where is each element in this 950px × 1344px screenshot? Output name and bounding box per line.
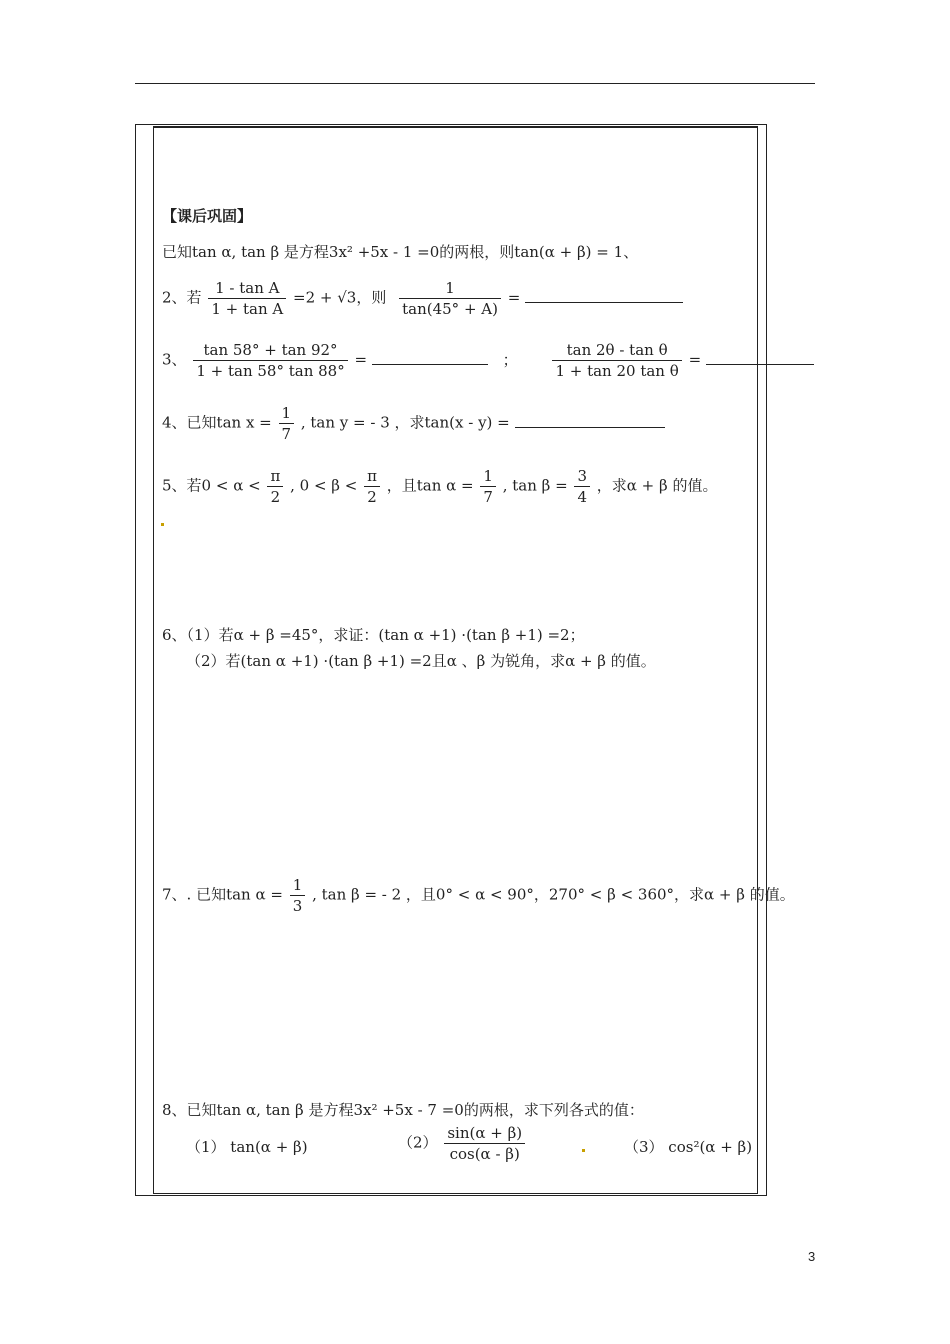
question-2-fraction-1-numerator: 1 - tan A — [208, 278, 286, 299]
question-5-fraction-2-numerator: π — [364, 466, 380, 487]
question-1-text: 已知tan α, tan β 是方程3x² +5x - 1 =0的两根，则tan(α + β) = — [162, 243, 609, 261]
question-5-fraction-1 — [267, 466, 283, 507]
question-7-prefix: 7、. 已知tan α = — [162, 885, 283, 904]
question-3-fraction-2 — [552, 340, 681, 381]
question-3 — [162, 340, 814, 381]
question-5-fraction-2-denominator: 2 — [367, 488, 377, 506]
question-3-fraction-1-numerator: tan 58° + tan 92° — [193, 340, 347, 361]
question-5-fraction-3-numerator: 1 — [480, 466, 496, 487]
question-5-tail: ，求α + β 的值。 — [596, 476, 718, 495]
question-2-fraction-2-denominator: tan(45° + A) — [402, 300, 498, 318]
question-4-prefix: 4、已知tan x = — [162, 413, 272, 432]
section-title: 【课后巩固】 — [162, 207, 253, 225]
question-5-fraction-2 — [364, 466, 380, 507]
question-3-fraction-1-denominator: 1 + tan 58° tan 88° — [196, 362, 345, 380]
answer-blank-3a[interactable] — [372, 352, 488, 365]
question-8-part-3: （3） cos²(α + β) — [624, 1138, 753, 1156]
question-8-part-2-fraction — [444, 1123, 525, 1164]
question-3-fraction-2-numerator: tan 2θ - tan θ — [552, 340, 681, 361]
question-3-equals-2: = — [688, 350, 702, 369]
question-6-line-2: （2）若(tan α +1) ·(tan β +1) =2且α 、β 为锐角，求α + β 的值。 — [186, 652, 656, 670]
question-4-fraction — [279, 403, 295, 444]
marker-dot — [161, 523, 164, 526]
question-5-fraction-3 — [480, 466, 496, 507]
question-2-fraction-1 — [208, 278, 286, 319]
question-8-part-2-denominator: cos(α - β) — [449, 1145, 520, 1163]
question-7-fraction — [290, 875, 306, 916]
question-7-fraction-numerator: 1 — [290, 875, 306, 896]
question-5-middle-2: ，且tan α = — [386, 476, 474, 495]
question-6-line-1: 6、（1）若α + β =45°，求证：(tan α +1) ·(tan β +1) =2； — [162, 626, 585, 644]
answer-blank-3b[interactable] — [706, 352, 814, 365]
question-5-fraction-1-numerator: π — [267, 466, 283, 487]
question-4-fraction-denominator: 7 — [281, 425, 292, 443]
question-1-number: 1、 — [613, 243, 639, 261]
question-4 — [162, 403, 665, 444]
question-5-fraction-1-denominator: 2 — [270, 488, 281, 506]
question-2-fraction-2 — [399, 278, 501, 319]
question-8-line-1: 8、已知tan α, tan β 是方程3x² +5x - 7 =0的两根，求下列各式的值： — [162, 1101, 644, 1119]
question-2 — [162, 278, 683, 319]
question-5-fraction-4-denominator: 4 — [577, 488, 587, 506]
question-8-part-2-numerator: sin(α + β) — [444, 1123, 525, 1144]
question-3-separator: ； — [502, 350, 518, 369]
question-3-fraction-1 — [193, 340, 347, 381]
question-1 — [162, 241, 638, 262]
question-5 — [162, 466, 717, 507]
question-3-number: 3、 — [162, 350, 187, 369]
question-7-tail: , tan β = - 2 ，且0° < α < 90°，270° < β < 360°，求α + β 的值。 — [312, 885, 795, 904]
question-4-fraction-numerator: 1 — [279, 403, 295, 424]
question-5-fraction-3-denominator: 7 — [483, 488, 493, 506]
question-3-equals-1: = — [354, 350, 368, 369]
question-7 — [162, 875, 795, 916]
question-5-fraction-4-numerator: 3 — [574, 466, 590, 487]
question-2-tail: = — [507, 288, 521, 307]
page-number: 3 — [808, 1249, 816, 1264]
question-2-fraction-2-numerator: 1 — [399, 278, 501, 299]
question-5-middle-3: , tan β = — [502, 476, 568, 495]
question-2-fraction-1-denominator: 1 + tan A — [211, 300, 284, 318]
question-7-fraction-denominator: 3 — [292, 897, 303, 915]
question-5-fraction-4 — [574, 466, 590, 507]
question-2-equation: =2 + √3，则 — [293, 288, 387, 307]
question-5-prefix: 5、若0 < α < — [162, 476, 261, 495]
question-8-part-2 — [398, 1123, 527, 1164]
question-8-part-2-label: （2） — [398, 1133, 438, 1152]
answer-blank-2[interactable] — [525, 290, 683, 303]
header-rule — [135, 83, 815, 84]
question-3-fraction-2-denominator: 1 + tan 20 tan θ — [555, 362, 679, 380]
answer-blank-4[interactable] — [515, 415, 665, 428]
marker-dot-2 — [582, 1149, 585, 1152]
question-2-prefix: 2、若 — [162, 288, 202, 307]
question-4-tail: , tan y = - 3 ，求tan(x - y) = — [300, 413, 510, 432]
question-8-part-1: （1） tan(α + β) — [186, 1138, 308, 1156]
question-5-middle-1: , 0 < β < — [290, 476, 358, 495]
